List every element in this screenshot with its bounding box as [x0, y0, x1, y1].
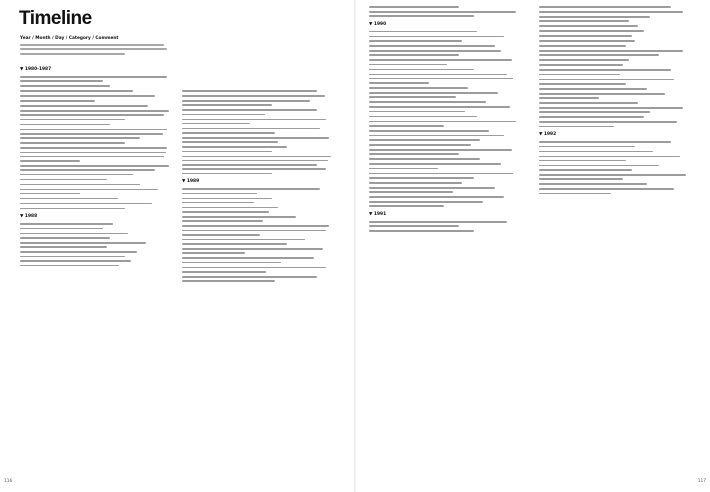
timeline-entry: [539, 116, 689, 118]
timeline-entry: [369, 187, 519, 193]
timeline-entry: [20, 203, 170, 205]
timeline-entry: [539, 188, 689, 194]
timeline-entry: [369, 31, 519, 33]
section-heading: ▼ 1991: [369, 212, 387, 218]
section-heading: ▼ 1989: [182, 179, 200, 185]
timeline-entry: [369, 163, 519, 169]
intro-paragraph: [20, 44, 170, 57]
timeline-entry: [369, 121, 519, 127]
timeline-entry: [20, 142, 170, 144]
timeline-entry: [20, 85, 170, 87]
timeline-entry: [182, 257, 332, 263]
page-number-left: 116: [4, 479, 13, 484]
section-heading: ▼ 1988: [20, 214, 38, 220]
timeline-entry: [539, 69, 689, 75]
timeline-entry: [182, 95, 332, 97]
timeline-entry: [20, 233, 170, 239]
timeline-entry: [20, 95, 170, 97]
timeline-entry: [539, 64, 689, 66]
timeline-entry: [20, 124, 170, 126]
timeline-entry: [20, 189, 170, 195]
timeline-entry: [369, 182, 519, 184]
timeline-entry: [369, 69, 519, 71]
timeline-entry: [20, 260, 170, 266]
page-title: Timeline: [19, 8, 92, 29]
section-heading: ▼ 1990: [369, 21, 387, 27]
timeline-entry: [182, 225, 332, 235]
timeline-entry: [369, 173, 519, 179]
timeline-entry: [539, 40, 689, 42]
timeline-entry: [539, 45, 689, 47]
timeline-entry: [20, 165, 170, 175]
timeline-entry: [20, 184, 170, 186]
timeline-entry: [539, 11, 689, 13]
timeline-entry: [20, 198, 170, 200]
page-subtitle: Year / Month / Day / Category / Comment: [20, 36, 119, 41]
timeline-entry: [369, 101, 519, 103]
timeline-entry: [20, 90, 170, 92]
timeline-entry: [369, 116, 519, 118]
timeline-entry: [182, 207, 332, 213]
timeline-entry: [539, 174, 689, 180]
timeline-entry: [369, 135, 519, 141]
section-heading: ▼ 1992: [539, 132, 557, 138]
timeline-entry: [20, 129, 170, 139]
timeline-entry: [182, 90, 332, 92]
timeline-entry: [20, 251, 170, 257]
section-heading: ▼ 1980-1987: [20, 67, 52, 72]
timeline-entry: [20, 110, 170, 120]
timeline-entry: [369, 106, 519, 112]
timeline-column-4: [539, 6, 689, 198]
timeline-entry: [369, 149, 519, 155]
timeline-entry: [369, 11, 519, 17]
timeline-entry: [369, 59, 519, 65]
timeline-entry: [20, 105, 170, 107]
timeline-column-2: [182, 90, 332, 285]
timeline-entry: [182, 137, 332, 143]
timeline-entry: [369, 130, 519, 132]
timeline-entry: [20, 242, 170, 248]
timeline-entry: [20, 208, 170, 210]
right-page: [355, 0, 710, 492]
timeline-entry: [369, 144, 519, 146]
timeline-entry: [539, 121, 689, 127]
timeline-entry: [182, 156, 332, 175]
timeline-entry: [539, 93, 689, 99]
timeline-entry: [539, 156, 689, 162]
timeline-entry: [20, 147, 170, 161]
timeline-entry: [539, 107, 689, 113]
timeline-entry: [369, 201, 519, 207]
timeline-entry: [182, 109, 332, 115]
timeline-entry: [182, 188, 332, 194]
timeline-column-1: [20, 62, 170, 270]
timeline-entry: [369, 92, 519, 98]
timeline-entry: [539, 6, 689, 8]
timeline-entry: [182, 146, 332, 152]
timeline-entry: [20, 100, 170, 102]
timeline-entry: [539, 88, 689, 90]
timeline-entry: [369, 87, 519, 89]
timeline-entry: [539, 141, 689, 147]
timeline-entry: [369, 6, 519, 8]
timeline-entry: [182, 198, 332, 204]
timeline-entry: [369, 45, 519, 47]
timeline-entry: [369, 158, 519, 160]
timeline-entry: [539, 151, 689, 153]
timeline-entry: [182, 128, 332, 134]
timeline-entry: [182, 276, 332, 282]
timeline-entry: [539, 165, 689, 171]
timeline-entry: [182, 267, 332, 273]
timeline-entry: [20, 179, 170, 181]
timeline-entry: [539, 25, 689, 27]
timeline-entry: [20, 223, 170, 229]
timeline-entry: [369, 221, 519, 227]
timeline-entry: [539, 35, 689, 37]
timeline-entry: [539, 50, 689, 56]
timeline-entry: [539, 102, 689, 104]
page-number-right: 117: [697, 479, 706, 484]
timeline-entry: [539, 59, 689, 61]
timeline-entry: [182, 216, 332, 222]
timeline-entry: [369, 196, 519, 198]
timeline-entry: [369, 230, 519, 232]
timeline-entry: [369, 74, 519, 84]
timeline-entry: [182, 248, 332, 254]
timeline-entry: [539, 16, 689, 22]
timeline-column-3: [369, 6, 519, 235]
timeline-entry: [20, 76, 170, 82]
timeline-entry: [369, 36, 519, 42]
timeline-entry: [539, 79, 689, 85]
timeline-entry: [182, 100, 332, 106]
timeline-entry: [182, 239, 332, 245]
timeline-entry: [369, 50, 519, 56]
timeline-entry: [539, 183, 689, 185]
timeline-entry: [539, 30, 689, 32]
timeline-entry: [182, 119, 332, 125]
